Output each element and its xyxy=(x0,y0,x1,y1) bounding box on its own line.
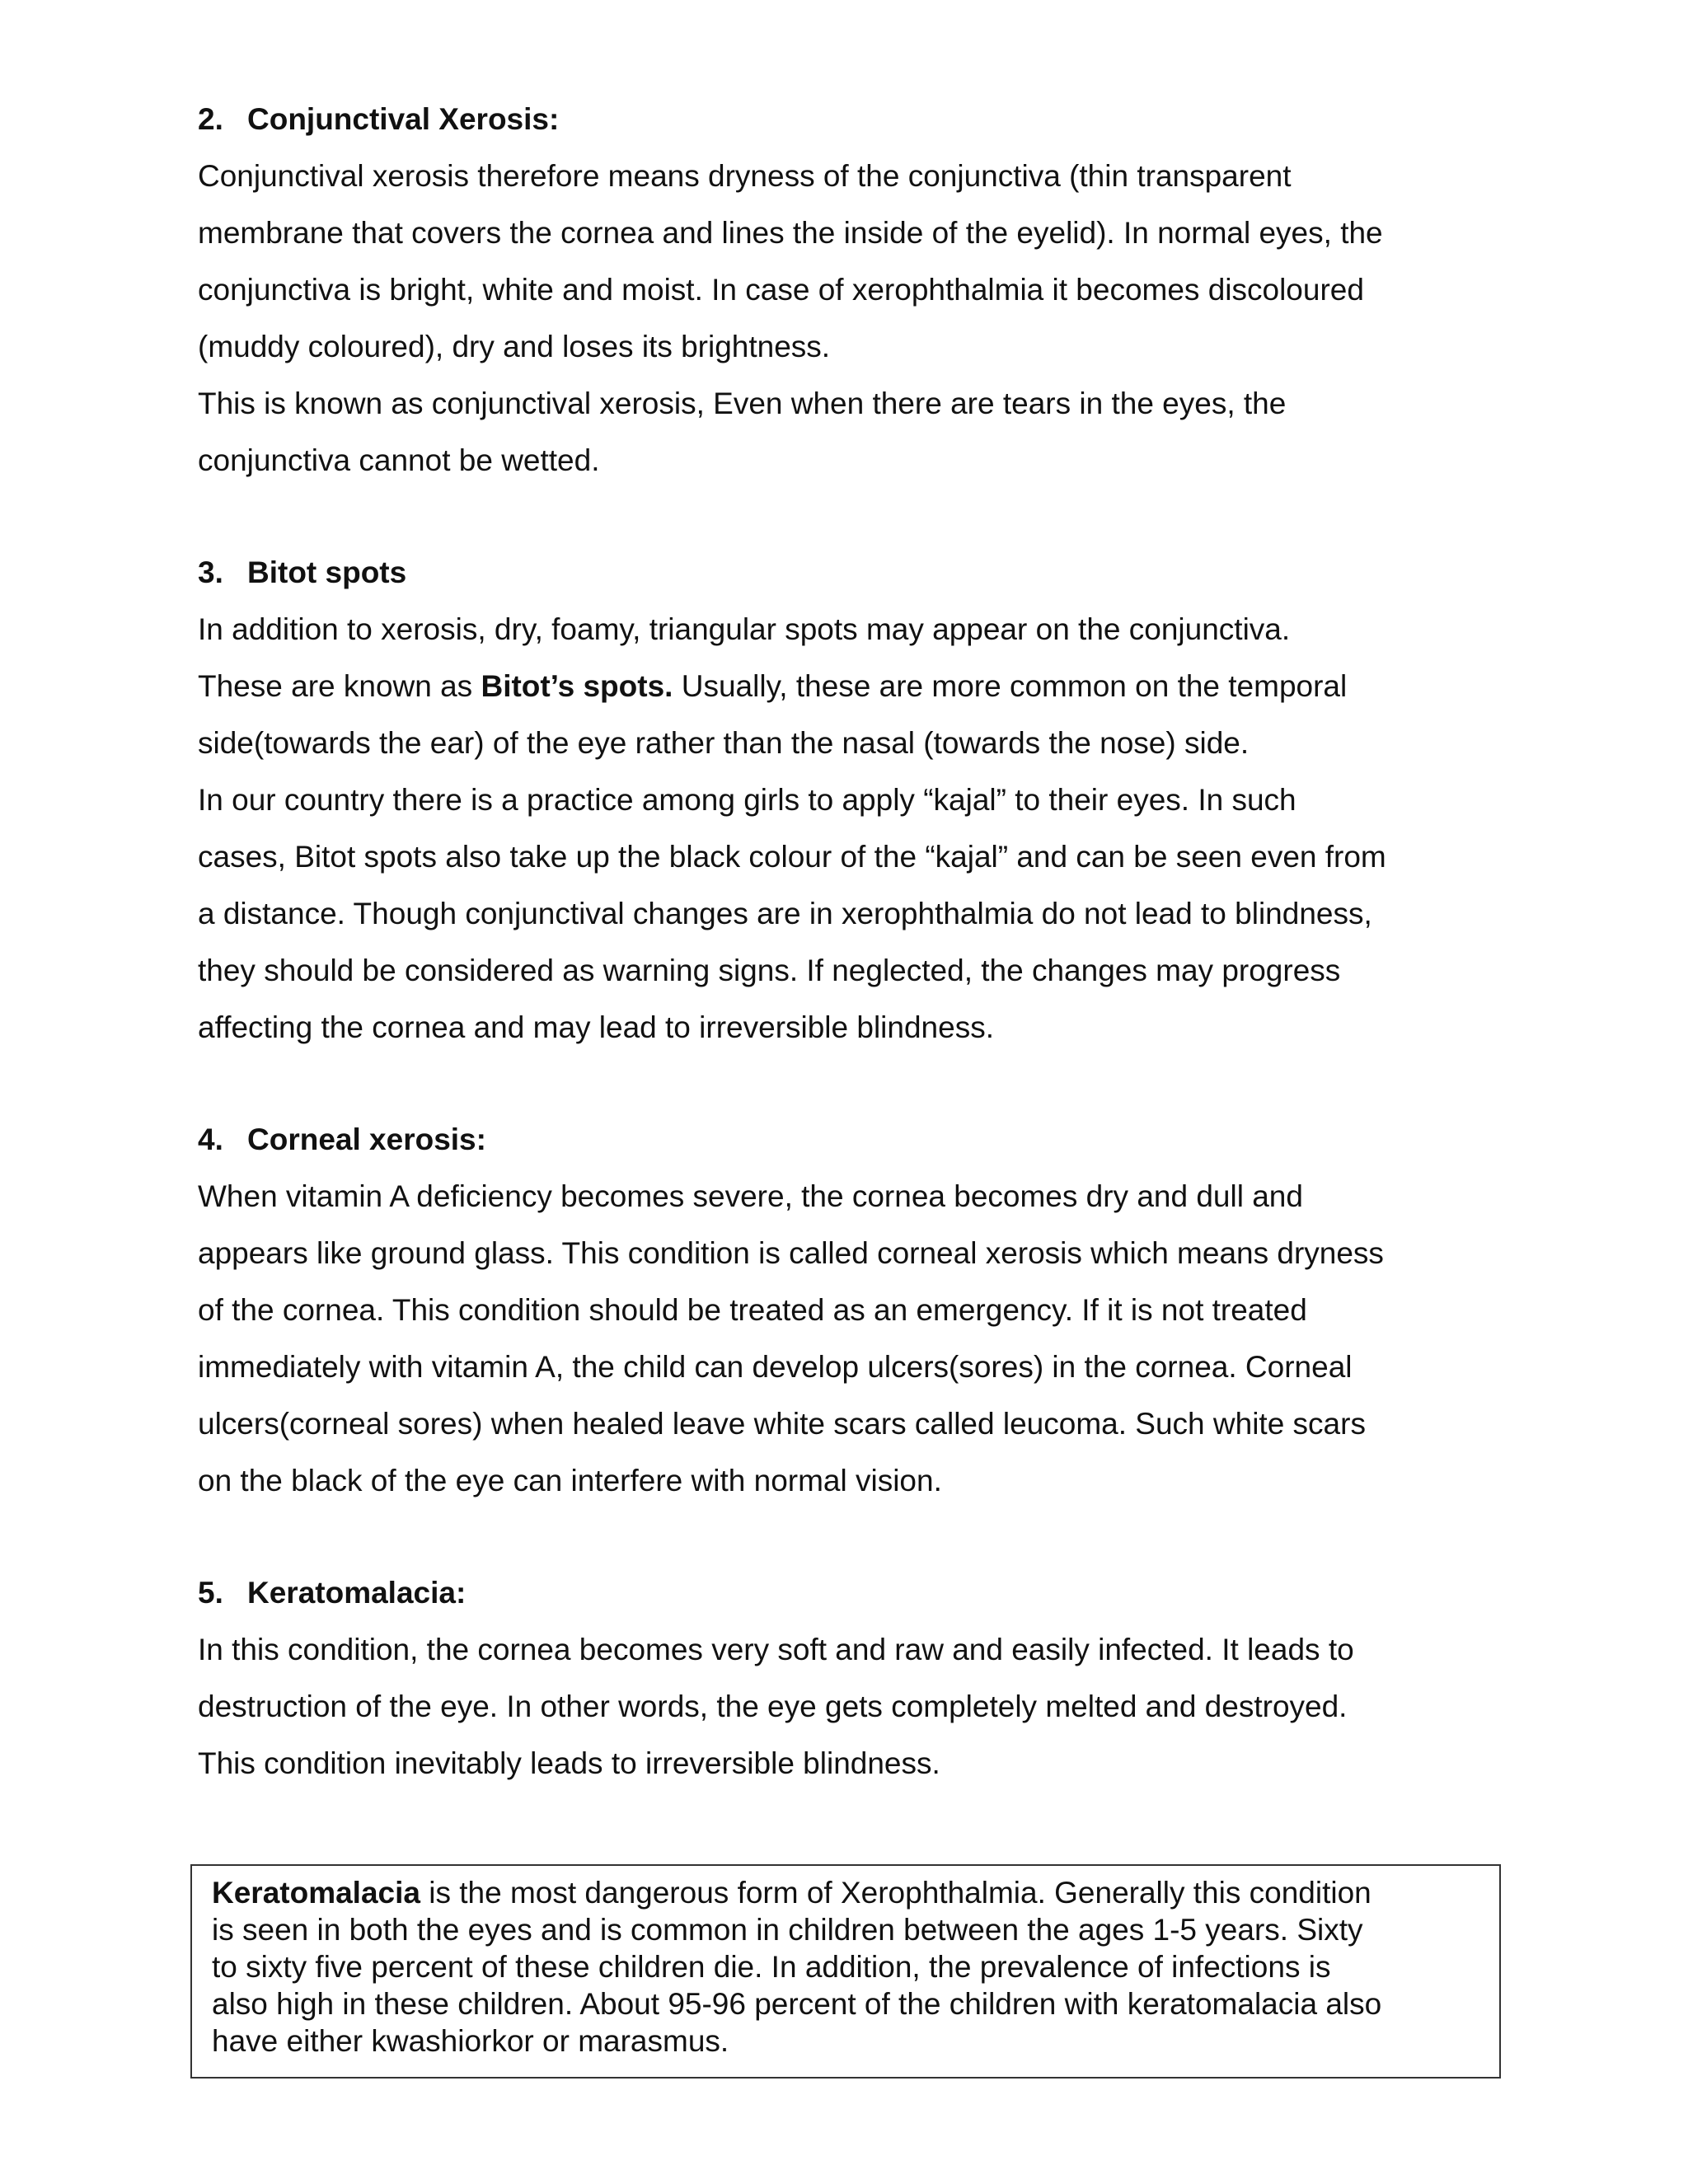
body-line: In addition to xerosis, dry, foamy, triangular spots may appear on the conjunctiva. xyxy=(198,612,1291,646)
section-title: Bitot spots xyxy=(247,555,407,589)
section-title: Corneal xerosis: xyxy=(247,1122,486,1156)
callout-line: to sixty five percent of these children die. In addition, the prevalence of infections is xyxy=(212,1950,1331,1984)
section-heading xyxy=(198,544,1550,601)
section-keratomalacia xyxy=(198,1564,1550,1792)
body-line: a distance. Though conjunctival changes are in xerophthalmia do not lead to blindness, xyxy=(198,897,1372,930)
body-line: conjunctiva is bright, white and moist. In case of xerophthalmia it becomes discoloured xyxy=(198,273,1364,307)
body-line: immediately with vitamin A, the child can develop ulcers(sores) in the cornea. Corneal xyxy=(198,1350,1353,1384)
callout-line xyxy=(212,1874,1479,1911)
keratomalacia-callout-box xyxy=(190,1864,1501,2079)
section-body xyxy=(198,1168,1550,1509)
body-line: conjunctiva cannot be wetted. xyxy=(198,443,600,477)
section-conjunctival-xerosis xyxy=(198,91,1550,489)
section-heading xyxy=(198,91,1550,148)
callout-line: have either kwashiorkor or marasmus. xyxy=(212,2024,729,2058)
body-text: These are known as xyxy=(198,669,481,703)
callout-text: is the most dangerous form of Xerophthalmia. Generally this condition xyxy=(420,1876,1372,1910)
body-line: cases, Bitot spots also take up the black colour of the “kajal” and can be seen even from xyxy=(198,840,1386,874)
body-line: In our country there is a practice among girls to apply “kajal” to their eyes. In such xyxy=(198,783,1296,817)
body-line: destruction of the eye. In other words, the eye gets completely melted and destroyed. xyxy=(198,1690,1348,1723)
body-line: membrane that covers the cornea and lines the inside of the eyelid). In normal eyes, the xyxy=(198,216,1383,250)
body-text: Usually, these are more common on the temporal xyxy=(673,669,1348,703)
section-number: 5. xyxy=(198,1576,223,1610)
section-number: 3. xyxy=(198,555,223,589)
body-line: of the cornea. This condition should be treated as an emergency. If it is not treated xyxy=(198,1293,1307,1327)
section-body xyxy=(198,601,1550,1056)
body-line: they should be considered as warning signs. If neglected, the changes may progress xyxy=(198,954,1341,987)
section-heading xyxy=(198,1564,1550,1621)
section-number: 4. xyxy=(198,1122,223,1156)
body-line xyxy=(198,658,1550,715)
callout-line: also high in these children. About 95-96 percent of the children with keratomalacia also xyxy=(212,1987,1382,2021)
section-number: 2. xyxy=(198,102,223,136)
section-corneal-xerosis xyxy=(198,1111,1550,1509)
body-line: ulcers(corneal sores) when healed leave white scars called leucoma. Such white scars xyxy=(198,1407,1366,1441)
body-line: appears like ground glass. This condition is called corneal xerosis which means dryness xyxy=(198,1236,1384,1270)
body-line: on the black of the eye can interfere with normal vision. xyxy=(198,1464,942,1497)
body-line: side(towards the ear) of the eye rather than the nasal (towards the nose) side. xyxy=(198,726,1250,760)
bitots-spots-term: Bitot’s spots. xyxy=(481,669,673,703)
body-line: affecting the cornea and may lead to irreversible blindness. xyxy=(198,1010,994,1044)
section-title: Conjunctival Xerosis: xyxy=(247,102,560,136)
callout-line: is seen in both the eyes and is common in children between the ages 1-5 years. Sixty xyxy=(212,1913,1363,1947)
body-line: In this condition, the cornea becomes very soft and raw and easily infected. It leads to xyxy=(198,1633,1354,1666)
section-body xyxy=(198,1621,1550,1792)
keratomalacia-term: Keratomalacia xyxy=(212,1876,420,1910)
body-line: Conjunctival xerosis therefore means dryness of the conjunctiva (thin transparent xyxy=(198,159,1292,193)
body-line: (muddy coloured), dry and loses its brightness. xyxy=(198,330,831,363)
section-body xyxy=(198,148,1550,489)
body-line: When vitamin A deficiency becomes severe, the cornea becomes dry and dull and xyxy=(198,1179,1303,1213)
section-bitot-spots xyxy=(198,544,1550,1056)
body-line: This is known as conjunctival xerosis, Even when there are tears in the eyes, the xyxy=(198,387,1287,420)
section-heading xyxy=(198,1111,1550,1168)
body-line: This condition inevitably leads to irreversible blindness. xyxy=(198,1746,940,1780)
section-title: Keratomalacia: xyxy=(247,1576,467,1610)
